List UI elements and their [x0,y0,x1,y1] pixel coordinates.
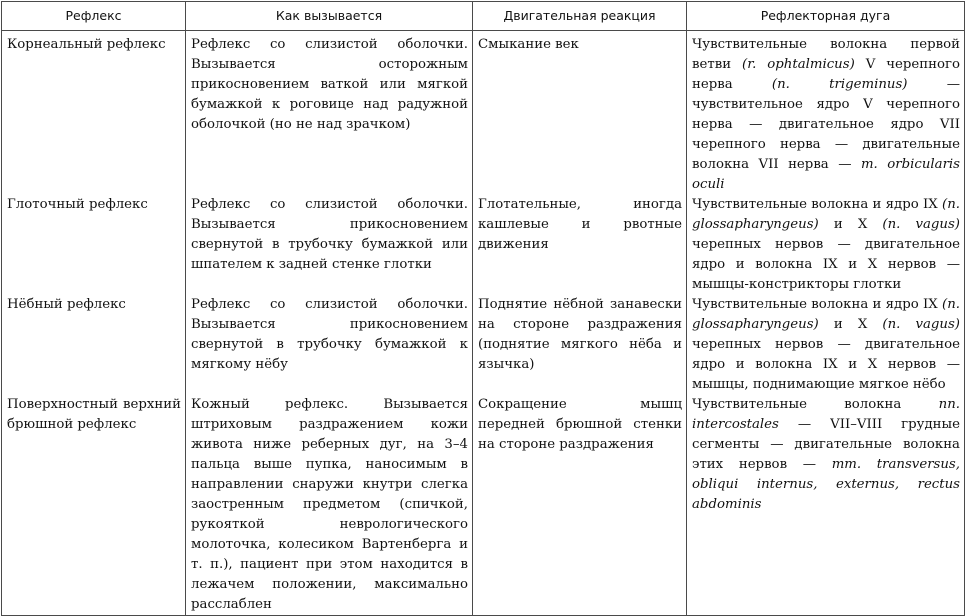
reflex-arc [687,195,965,295]
reflex-arc [687,31,965,196]
arc-text: черепных нервов — двигательное ядро и волокна IX и X нервов — мышцы-констрикторы глотки [692,237,960,292]
reflex-how: Кожный рефлекс. Вызывается штриховым раздражением кожи живота ниже реберных дуг, на 3–4 пальца выше пупка, наносимым в направлении снаружи кнутри слегка заостренным предметом (спичкой, рукояткой неврологического молоточка, колесиком Вартенберга и т. п.), пациент при этом находится в лежачем положении, максимально расслаблен [186,395,473,616]
reflex-name: Поверхностный верхний брюшной рефлекс [2,395,186,616]
header-arc: Рефлекторная дуга [687,2,965,31]
table-row [2,31,965,196]
arc-text: и X [818,217,883,232]
latin-term: (n. glossapharyngeus) [692,297,960,332]
latin-term: (n. vagus) [882,217,960,232]
arc-text: V черепного нерва [692,57,960,92]
arc-text: — чувствительное ядро V черепного нерва — двигательное ядро VII черепного нерва — двигательные волокна VII нерва — [692,77,961,172]
reflex-name: Корнеальный рефлекс [2,31,186,196]
arc-text: — VII–VIII грудные сегменты — двигательные волокна этих нервов — [692,417,960,472]
latin-term: (n. trigeminus) [771,77,908,92]
reflex-arc [687,395,965,616]
latin-term: mm. transversus, obliqui internus, externus, rectus abdominis [692,457,960,512]
arc-text: Чувствительные волокна первой ветви [692,37,960,72]
header-reflex: Рефлекс [2,2,186,31]
latin-term: m. orbicularis oculi [692,157,960,192]
reflex-motor: Сокращение мышц передней брюшной стенки на стороне раздражения [473,395,687,616]
reflex-motor: Поднятие нёбной занавески на стороне раздражения (поднятие мягкого нёба и язычка) [473,295,687,395]
latin-term: nn. intercostales [692,397,960,432]
header-row [2,2,965,31]
arc-text: черепных нервов — двигательное ядро и волокна IX и X нервов — мышцы, поднимающие мягкое нёбо [692,337,960,392]
table-row [2,395,965,616]
header-motor: Двигательная реакция [473,2,687,31]
reflex-how: Рефлекс со слизистой оболочки. Вызывается прикосновением свернутой в трубочку бумажкой или шпателем к задней стенке глотки [186,195,473,295]
arc-text: Чувствительные волокна [692,397,939,412]
reflex-how: Рефлекс со слизистой оболочки. Вызывается прикосновением свернутой в трубочку бумажкой к мягкому нёбу [186,295,473,395]
arc-text: и X [818,317,883,332]
latin-term: (n. vagus) [882,317,960,332]
latin-term: (n. glossapharyngeus) [692,197,960,232]
reflex-arc [687,295,965,395]
table-row [2,195,965,295]
reflex-table [1,1,965,616]
reflex-motor: Глотательные, иногда кашлевые и рвотные движения [473,195,687,295]
reflex-name: Глоточный рефлекс [2,195,186,295]
arc-text: Чувствительные волокна и ядро IX [692,197,943,212]
reflex-motor: Смыкание век [473,31,687,196]
reflex-name: Нёбный рефлекс [2,295,186,395]
latin-term: (r. ophtalmicus) [742,57,855,72]
table-row [2,295,965,395]
arc-text: Чувствительные волокна и ядро IX [692,297,943,312]
reflex-how: Рефлекс со слизистой оболочки. Вызывается осторожным прикосновением ваткой или мягкой бумажкой к роговице над радужной оболочкой (но не над зрачком) [186,31,473,196]
header-how: Как вызывается [186,2,473,31]
